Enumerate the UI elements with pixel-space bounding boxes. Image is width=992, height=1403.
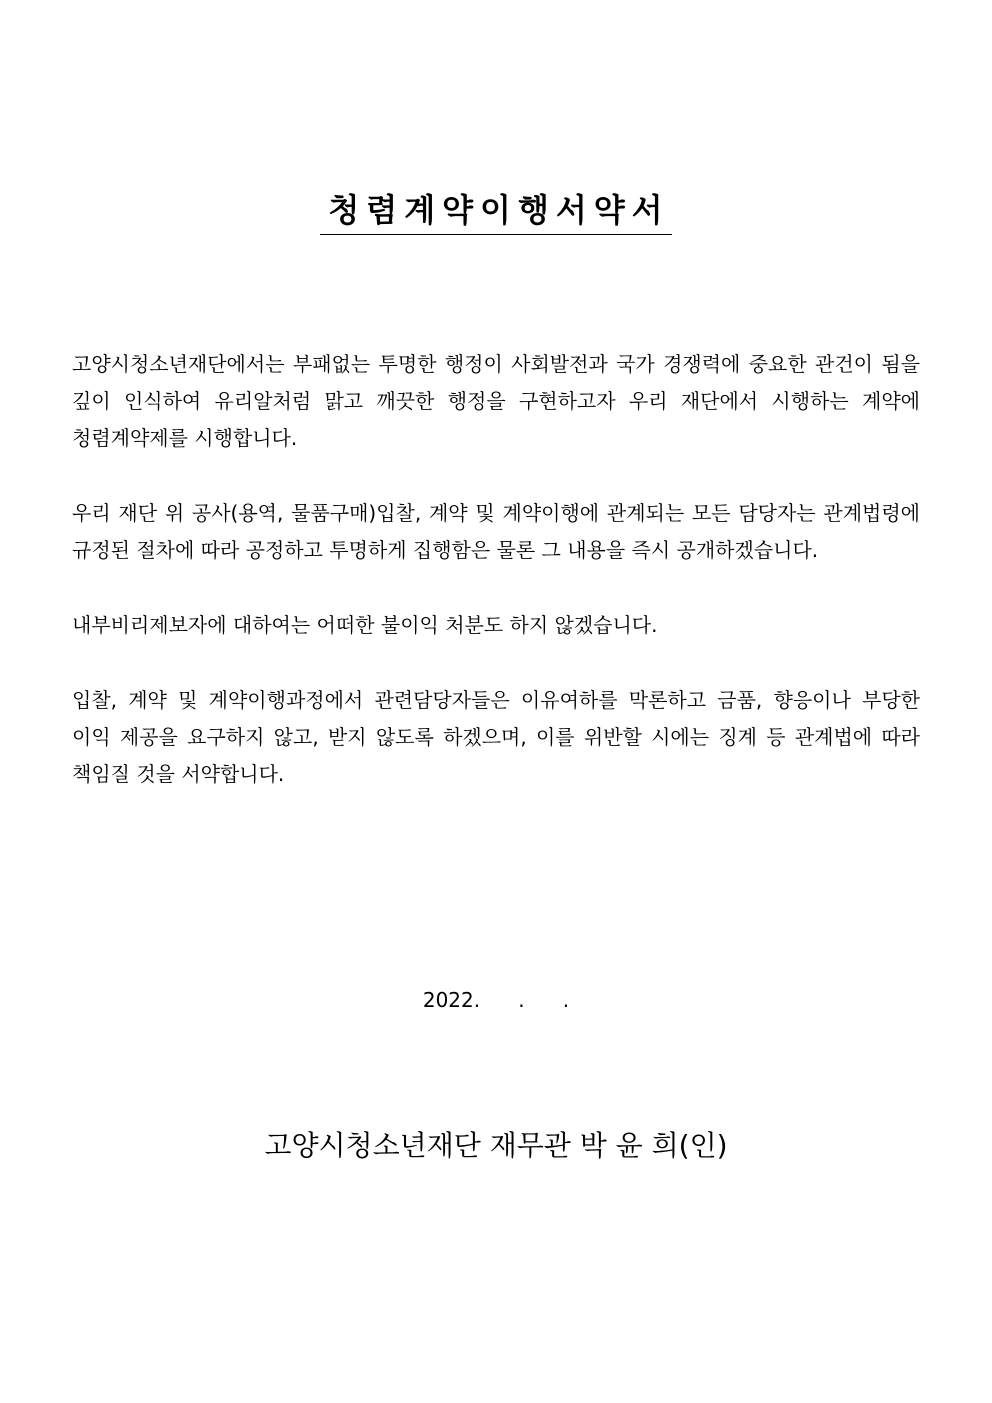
paragraph-procedure: 우리 재단 위 공사(용역, 물품구매)입찰, 계약 및 계약이행에 관계되는 모든 담당자는 관계법령에 규정된 절차에 따라 공정하고 투명하게 집행함은 물론 그 내용을 즉시 공개하겠습니다. bbox=[72, 501, 920, 562]
document-title bbox=[0, 190, 992, 235]
document-body bbox=[72, 346, 920, 831]
document-date: 2022. . . bbox=[422, 988, 570, 1012]
document-title-text: 청렴계약이행서약서 bbox=[320, 190, 671, 235]
paragraph-pledge: 입찰, 계약 및 계약이행과정에서 관련담당자들은 이유여하를 막론하고 금품, 향응이나 부당한 이익 제공을 요구하지 않고, 받지 않도록 하겠으며, 이를 위반할 시에는 징계 등 관계법에 따라 책임질 것을 서약합니다. bbox=[72, 688, 920, 786]
paragraph-intro: 고양시청소년재단에서는 부패없는 투명한 행정이 사회발전과 국가 경쟁력에 중요한 관건이 됨을 깊이 인식하여 유리알처럼 맑고 깨끗한 행정을 구현하고자 우리 재단에서 시행하는 계약에 청렴계약제를 시행합니다. bbox=[72, 352, 920, 450]
paragraph-whistleblower: 내부비리제보자에 대하여는 어떠한 불이익 처분도 하지 않겠습니다. bbox=[72, 613, 658, 637]
signature-line: 고양시청소년재단 재무관 박 윤 희(인) bbox=[264, 1129, 728, 1162]
